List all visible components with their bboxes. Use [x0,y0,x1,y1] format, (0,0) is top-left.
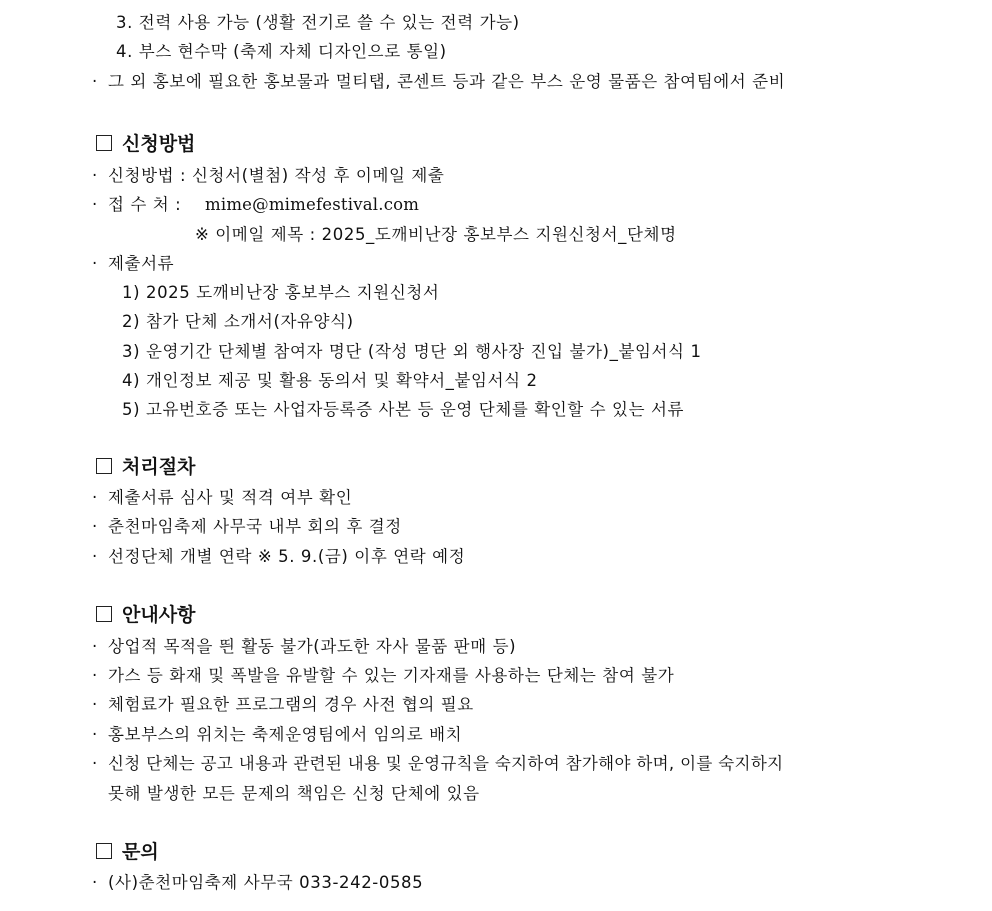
receipt-label: 접 수 처 : [108,195,182,214]
bullet-dot: · [92,195,98,214]
list-item: 4. 부스 현수막 (축제 자체 디자인으로 통일) [116,42,447,61]
section-title: 처리절차 [122,456,196,478]
section-heading-notice [96,602,195,628]
doc-item: 3) 운영기간 단체별 참여자 명단 (작성 명단 외 행사장 진입 불가)_붙임서식 1 [122,342,702,361]
process-item: 제출서류 심사 및 적격 여부 확인 [108,488,353,507]
bullet-dot: · [92,725,98,744]
section-heading-contact [96,839,159,865]
notice-item: 가스 등 화재 및 폭발을 유발할 수 있는 기자재를 사용하는 단체는 참여 불가 [108,666,675,685]
doc-item: 5) 고유번호증 또는 사업자등록증 사본 등 운영 단체를 확인할 수 있는 서류 [122,400,685,419]
bullet-dot: · [92,72,98,91]
process-item: 선정단체 개별 연락 ※ 5. 9.(금) 이후 연락 예정 [108,547,466,566]
checkbox-square-icon [96,458,112,474]
section-title: 안내사항 [122,604,196,626]
bullet-dot: · [92,695,98,714]
bullet-dot: · [92,517,98,536]
email-subject-note: ※ 이메일 제목 : 2025_도깨비난장 홍보부스 지원신청서_단체명 [195,225,677,244]
bullet-dot: · [92,754,98,773]
notice-item: 신청 단체는 공고 내용과 관련된 내용 및 운영규칙을 숙지하여 참가해야 하며, 이를 숙지하지 [108,754,784,773]
checkbox-square-icon [96,606,112,622]
doc-item: 2) 참가 단체 소개서(자유양식) [122,312,354,331]
section-title: 문의 [122,841,159,863]
section-title: 신청방법 [122,133,196,155]
receipt-email: mime@mimefestival.com [205,195,420,214]
bullet-dot: · [92,166,98,185]
list-item: 3. 전력 사용 가능 (생활 전기로 쓸 수 있는 전력 가능) [116,13,520,32]
bullet-dot: · [92,873,98,892]
apply-method: 신청방법 : 신청서(별첨) 작성 후 이메일 제출 [108,166,445,185]
process-item: 춘천마임축제 사무국 내부 회의 후 결정 [108,517,402,536]
section-heading-apply [96,131,195,157]
doc-item: 4) 개인정보 제공 및 활용 동의서 및 확약서_붙임서식 2 [122,371,538,390]
bullet-dot: · [92,488,98,507]
bullet-dot: · [92,666,98,685]
bullet-dot: · [92,547,98,566]
docs-label: 제출서류 [108,254,175,273]
checkbox-square-icon [96,135,112,151]
doc-item: 1) 2025 도깨비난장 홍보부스 지원신청서 [122,283,440,302]
notice-item-continuation: 못해 발생한 모든 문제의 책임은 신청 단체에 있음 [108,784,480,803]
notice-item: 상업적 목적을 띈 활동 불가(과도한 자사 물품 판매 등) [108,637,517,656]
section-heading-process [96,454,195,480]
bullet-text: 그 외 홍보에 필요한 홍보물과 멀티탭, 콘센트 등과 같은 부스 운영 물품은 참여팀에서 준비 [108,72,786,91]
contact-info: (사)춘천마임축제 사무국 033-242-0585 [108,873,424,892]
bullet-dot: · [92,254,98,273]
bullet-dot: · [92,637,98,656]
checkbox-square-icon [96,843,112,859]
notice-item: 홍보부스의 위치는 축제운영팀에서 임의로 배치 [108,725,463,744]
notice-item: 체험료가 필요한 프로그램의 경우 사전 협의 필요 [108,695,474,714]
